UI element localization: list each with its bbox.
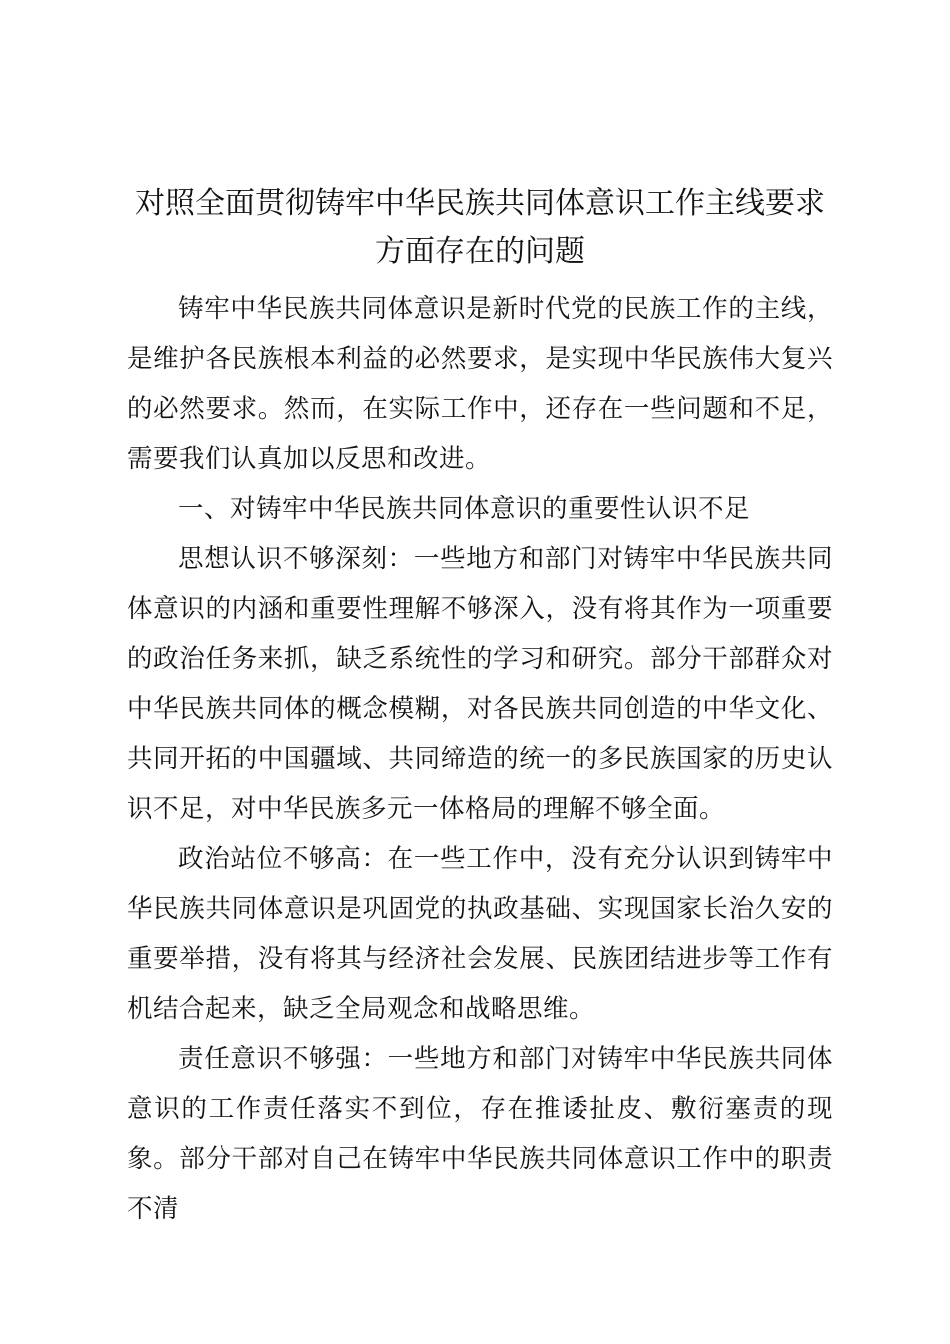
section-heading: 一、对铸牢中华民族共同体意识的重要性认识不足 (178, 494, 751, 524)
paragraph-political-stance: 政治站位不够高：在一些工作中，没有充分认识到铸牢中华民族共同体意识是巩固党的执政基础、实现国家长治久安的重要举措，没有将其与经济社会发展、民族团结进步等工作有机结合起来，缺乏全局观念和战略思维。 (127, 844, 833, 1024)
document-body (127, 180, 833, 1234)
paragraph-thinking: 思想认识不够深刻：一些地方和部门对铸牢中华民族共同体意识的内涵和重要性理解不够深入，没有将其作为一项重要的政治任务来抓，缺乏系统性的学习和研究。部分干部群众对中华民族共同体的概念模糊，对各民族共同创造的中华文化、共同开拓的中国疆域、共同缔造的统一的多民族国家的历史认识不足，对中华民族多元一体格局的理解不够全面。 (127, 544, 833, 824)
document-title: 对照全面贯彻铸牢中华民族共同体意识工作主线要求方面存在的问题 (135, 186, 825, 269)
paragraph-responsibility: 责任意识不够强：一些地方和部门对铸牢中华民族共同体意识的工作责任落实不到位，存在推诿扯皮、敷衍塞责的现象。部分干部对自己在铸牢中华民族共同体意识工作中的职责不清 (127, 1044, 833, 1224)
intro-paragraph: 铸牢中华民族共同体意识是新时代党的民族工作的主线，是维护各民族根本利益的必然要求，是实现中华民族伟大复兴的必然要求。然而，在实际工作中，还存在一些问题和不足，需要我们认真加以反思和改进。 (127, 294, 833, 474)
